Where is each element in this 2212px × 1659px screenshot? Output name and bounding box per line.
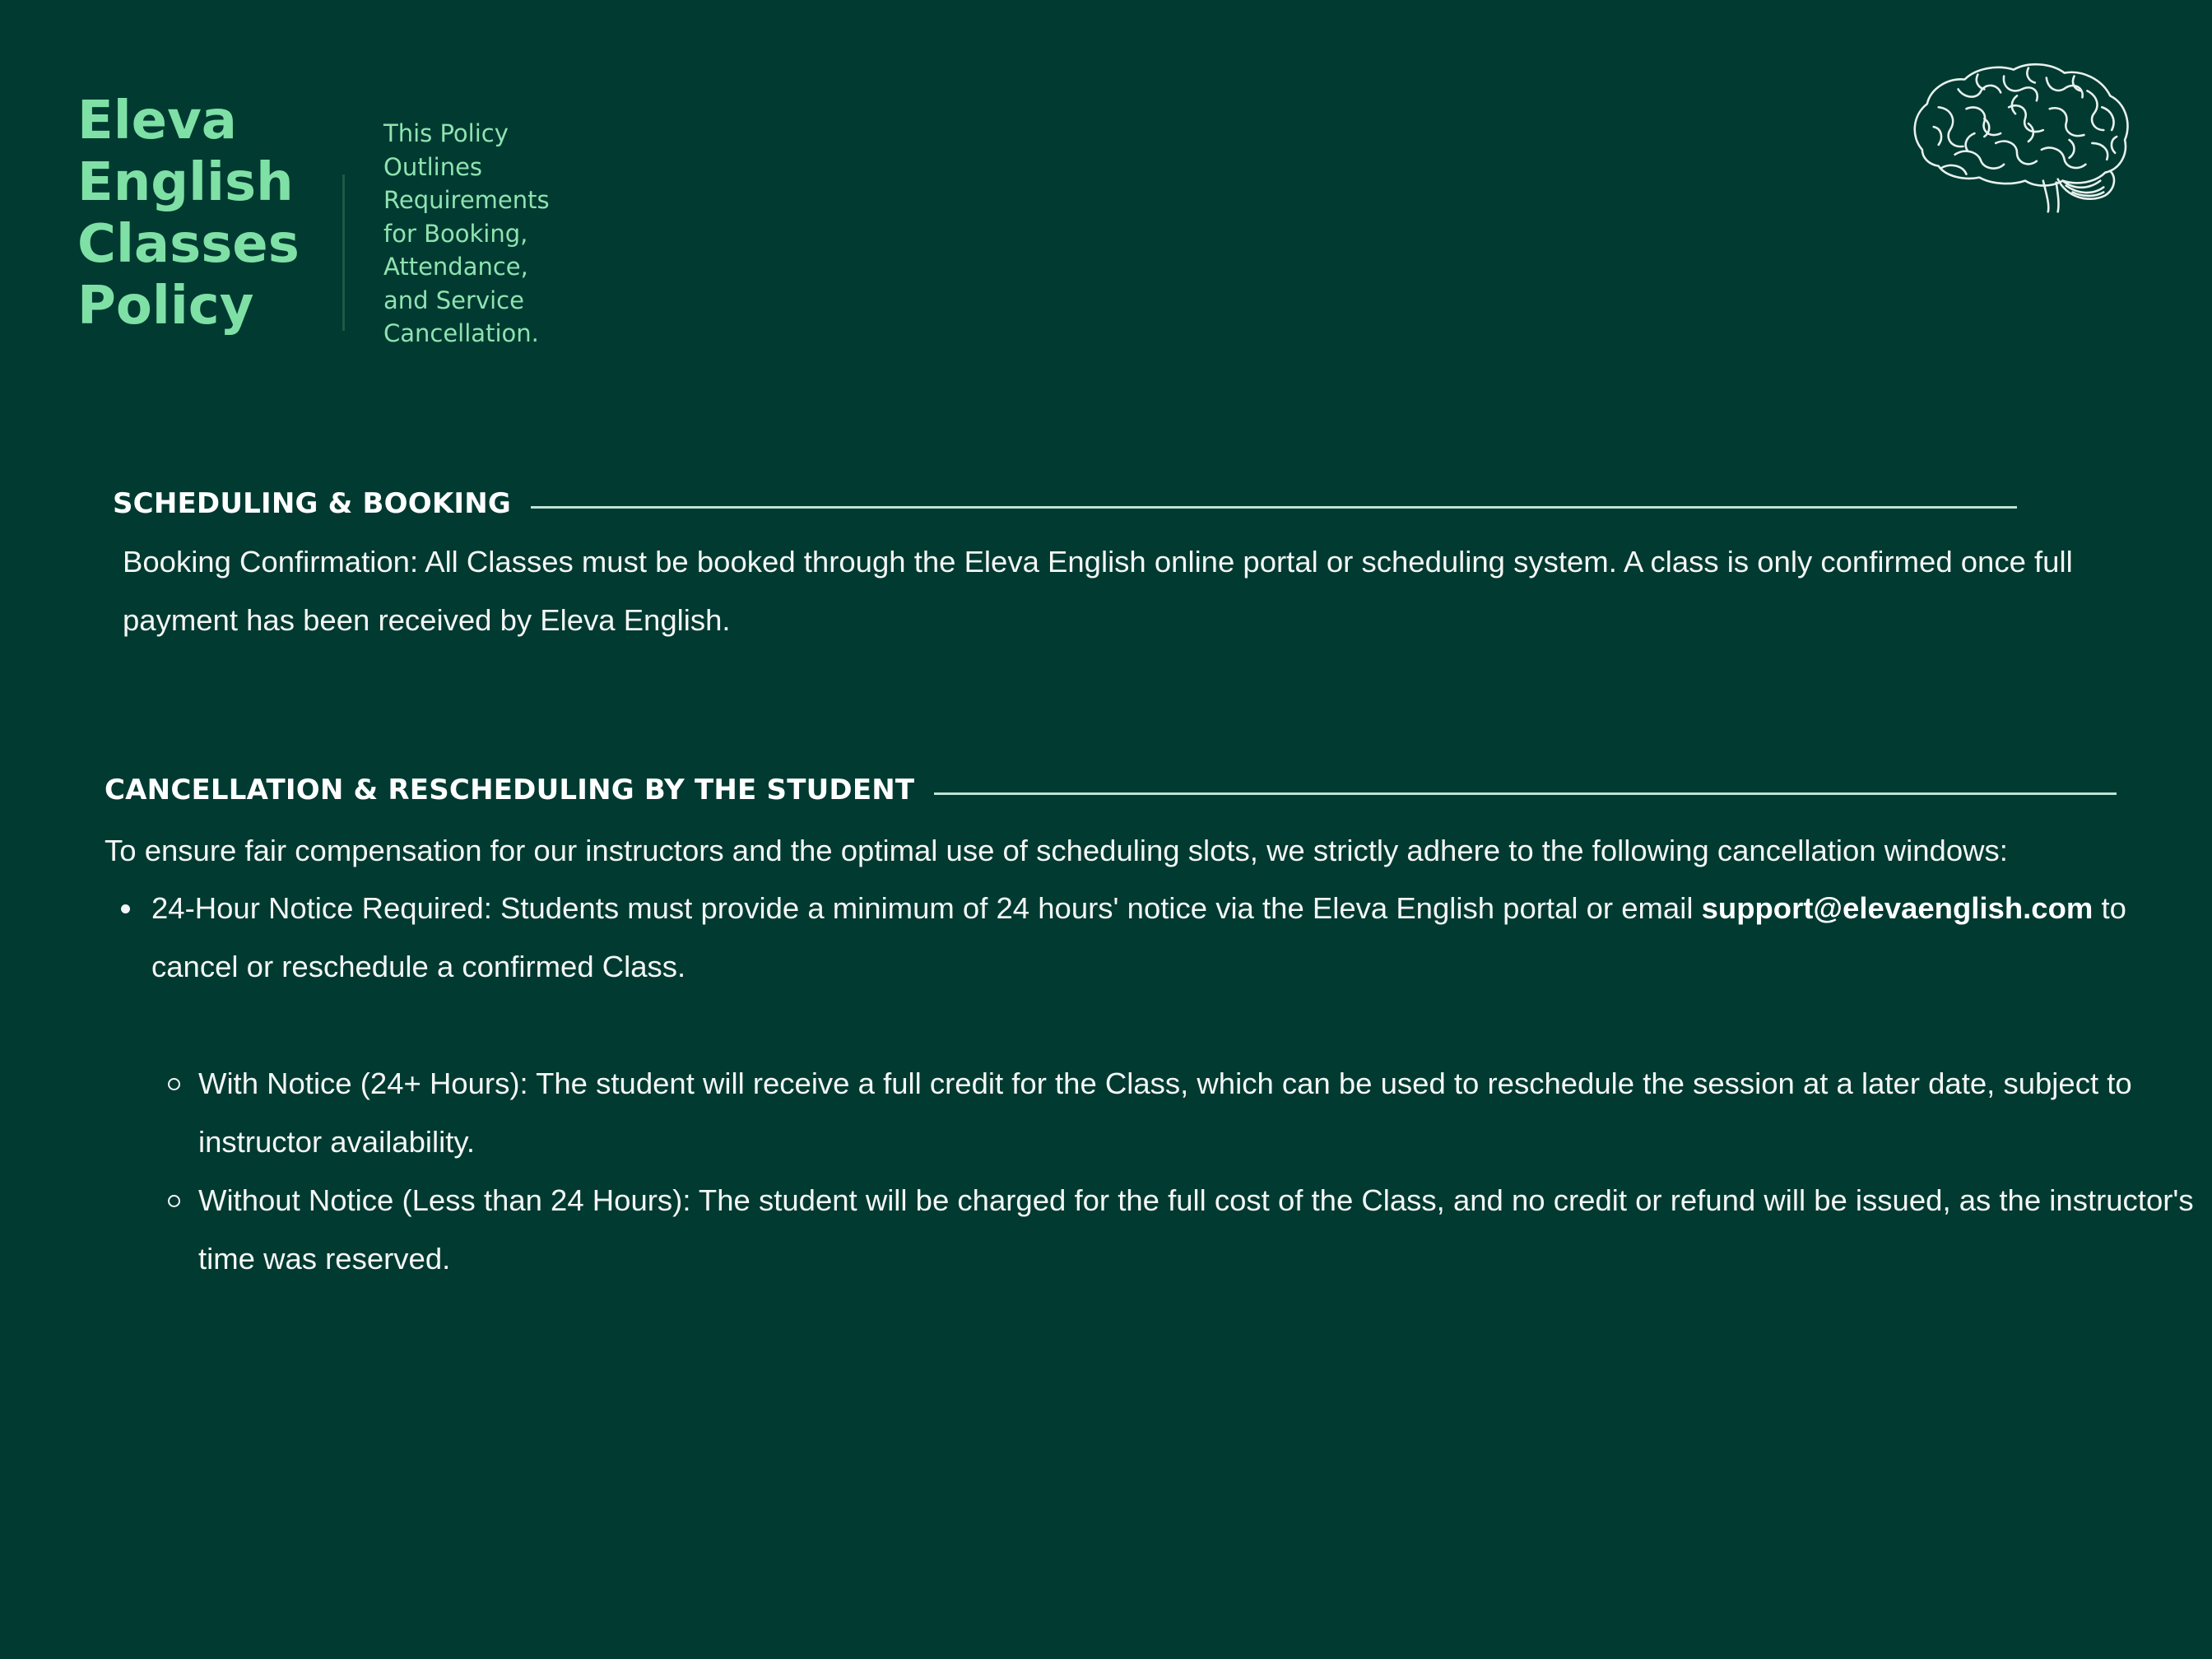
section-rule (531, 506, 2017, 509)
bullet-text: 24-Hour Notice Required: Students must provide a minimum of 24 hours' notice via the Eleva English portal or email (151, 891, 1702, 925)
title-divider (342, 174, 345, 331)
cancellation-bullet-list (105, 879, 2211, 1288)
cancellation-sub-list (151, 1054, 2211, 1288)
cancellation-intro-paragraph: To ensure fair compensation for our instructors and the optimal use of scheduling slots, we strictly adhere to the following cancellation windows: (105, 834, 2008, 867)
bullet-ring-icon (168, 1078, 180, 1090)
section-heading-cancellation (105, 774, 2117, 806)
bullet-dot-icon (121, 904, 130, 913)
list-item (151, 1054, 2206, 1171)
title-line: Classes (77, 214, 300, 275)
subtitle-line: Outlines (383, 152, 483, 181)
sub-bullet-text: Without Notice (Less than 24 Hours): The student will be charged for the full cost of the Class, and no credit or refund will be issued, as the instructor's time was reserved. (198, 1183, 2194, 1276)
title-line: Eleva (77, 91, 237, 151)
subtitle-line: This Policy (383, 119, 509, 147)
title-line: English (77, 152, 294, 213)
list-item (105, 879, 2211, 1288)
section-title: SCHEDULING & BOOKING (113, 487, 512, 520)
subtitle-line: and Service (383, 286, 524, 314)
subtitle-line: Cancellation. (383, 319, 539, 347)
bullet-ring-icon (168, 1195, 180, 1207)
page-title (77, 91, 349, 337)
subtitle-line: for Booking, (383, 219, 528, 248)
section-title: CANCELLATION & RESCHEDULING BY THE STUDENT (105, 774, 915, 806)
sub-bullet-text: With Notice (24+ Hours): The student will receive a full credit for the Class, which can be used to reschedule the session at a later date, subject to instructor availability. (198, 1066, 2132, 1159)
title-line: Policy (77, 276, 254, 337)
support-email-link[interactable]: support@elevaenglish.com (1701, 891, 2094, 925)
section-heading-scheduling (113, 487, 2017, 520)
booking-confirmation-paragraph: Booking Confirmation: All Classes must be booked through the Eleva English online portal or scheduling system. A class is only confirmed once full payment has been received by Eleva English. (123, 545, 2073, 637)
subtitle-line: Requirements (383, 186, 550, 214)
section-rule (934, 792, 2117, 795)
list-item (151, 1171, 2206, 1288)
subtitle-line: Attendance, (383, 253, 528, 281)
page-subtitle (383, 117, 589, 351)
bullet-text: to cancel or reschedule a confirmed Class. (151, 891, 2126, 983)
brain-icon (1906, 58, 2135, 214)
